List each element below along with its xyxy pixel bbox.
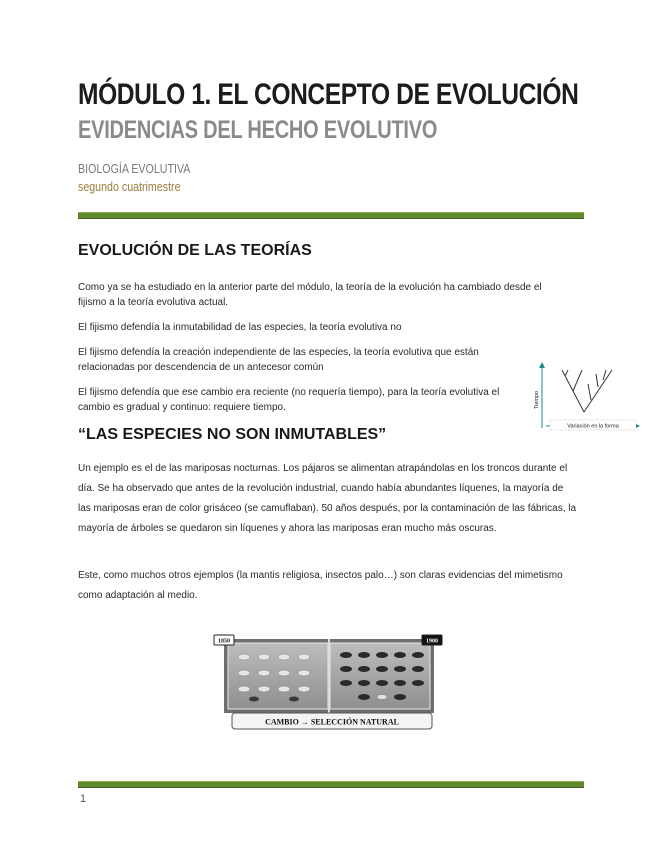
figure-caption: CAMBIO → SELECCIÓN NATURAL <box>265 717 399 727</box>
pale-moths-1900 <box>377 695 387 700</box>
section-heading-species: “LAS ESPECIES NO SON INMUTABLES” <box>78 426 387 443</box>
paragraph-gradual-change: El fijismo defendía que ese cambio era reciente (no requería tiempo), para la teoría evolutiva el cambio es gradual y continuo: requiere tiempo. <box>78 387 500 413</box>
variation-axis-label: Variación en la forma <box>567 423 619 430</box>
year-label-1900: 1900 <box>426 638 438 645</box>
bottom-divider <box>78 781 584 788</box>
course-name: BIOLOGÍA EVOLUTIVA <box>78 161 191 176</box>
evolution-tree-diagram <box>532 360 642 434</box>
time-axis-label: Tiempo <box>534 390 540 410</box>
year-label-1850: 1850 <box>218 638 230 645</box>
paragraph-intro: Como ya se ha estudiado en la anterior parte del módulo, la teoría de la evolución ha cambiado desde el fijismo a la teoría evolutiva actual. <box>78 282 542 308</box>
paragraph-common-ancestor: El fijismo defendía la creación independiente de las especies, la teoría evolutiva que están relacionadas por descendencia de un antecesor común <box>78 347 479 373</box>
paragraph-moths: Un ejemplo es el de las mariposas nocturnas. Los pájaros se alimentan atrapándolas en los troncos durante el día. Se ha observado que antes de la revolución industrial, cuando había abundantes líquenes, la mayoría de las mariposas eran de color grisáceo (se camuflaban). 50 años después, por la contaminación de las fábricas, la mayoría de árboles se quedaron sin líquenes y ahora las mariposas eran mucho más oscuras. <box>78 463 577 534</box>
module-subtitle: EVIDENCIAS DEL HECHO EVOLUTIVO <box>78 116 438 144</box>
top-divider <box>78 212 584 219</box>
phylogenetic-branches <box>562 370 612 412</box>
course-term: segundo cuatrimestre <box>78 179 181 194</box>
section-heading-theories: EVOLUCIÓN DE LAS TEORÍAS <box>78 242 312 259</box>
paragraph-mimicry: Este, como muchos otros ejemplos (la mantis religiosa, insectos palo…) son claras evidencias del mimetismo como adaptación al medio. <box>78 570 563 601</box>
peppered-moth-figure <box>212 633 444 733</box>
page-number: 1 <box>80 793 87 805</box>
module-title: MÓDULO 1. EL CONCEPTO DE EVOLUCIÓN <box>78 78 579 111</box>
paragraph-immutability: El fijismo defendía la inmutabilidad de las especies, la teoría evolutiva no <box>78 322 402 333</box>
